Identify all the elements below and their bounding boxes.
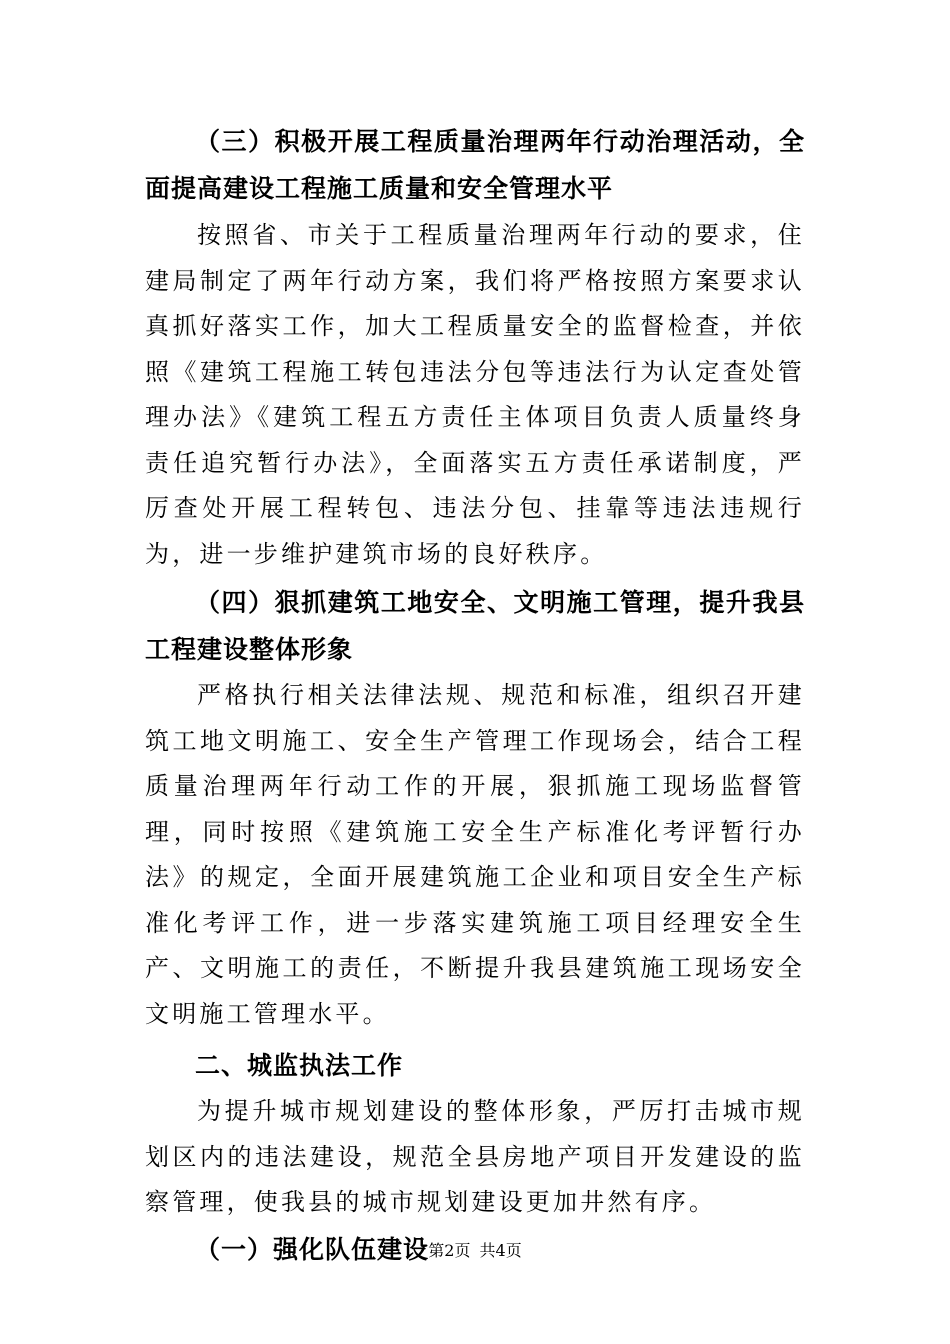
page-total: 共4页: [479, 1241, 522, 1260]
page-footer: [0, 1238, 950, 1261]
document-body: [145, 118, 805, 1273]
paragraph-enforcement: 为提升城市规划建设的整体形象，严厉打击城市规划区内的违法建设，规范全县房地产项目开发建设的监察管理，使我县的城市规划建设更加井然有序。: [145, 1097, 805, 1216]
section-heading-enforcement: 二、城监执法工作: [195, 1051, 404, 1080]
section-heading-3: （三）积极开展工程质量治理两年行动治理活动，全面提高建设工程施工质量和安全管理水平: [145, 127, 805, 203]
paragraph-site-safety: 严格执行相关法律法规、规范和标准，组织召开建筑工地文明施工、安全生产管理工作现场会，结合工程质量治理两年行动工作的开展，狠抓施工现场监督管理，同时按照《建筑施工安全生产标准化考评暂行办法》的规定，全面开展建筑施工企业和项目安全生产标准化考评工作，进一步落实建筑施工项目经理安全生产、文明施工的责任，不断提升我县建筑施工现场安全文明施工管理水平。: [145, 681, 805, 1028]
section-heading-4: （四）狠抓建筑工地安全、文明施工管理，提升我县工程建设整体形象: [145, 588, 805, 664]
paragraph-quality-governance: 按照省、市关于工程质量治理两年行动的要求，住建局制定了两年行动方案，我们将严格按照方案要求认真抓好落实工作，加大工程质量安全的监督检查，并依照《建筑工程施工转包违法分包等违法行为认定查处管理办法》《建筑工程五方责任主体项目负责人质量终身责任追究暂行办法》，全面落实五方责任承诺制度，严厉查处开展工程转包、违法分包、挂靠等违法违规行为，进一步维护建筑市场的良好秩序。: [145, 221, 805, 568]
section-heading-team-building: （一）强化队伍建设: [195, 1234, 430, 1264]
page-number: 第2页: [428, 1241, 471, 1260]
